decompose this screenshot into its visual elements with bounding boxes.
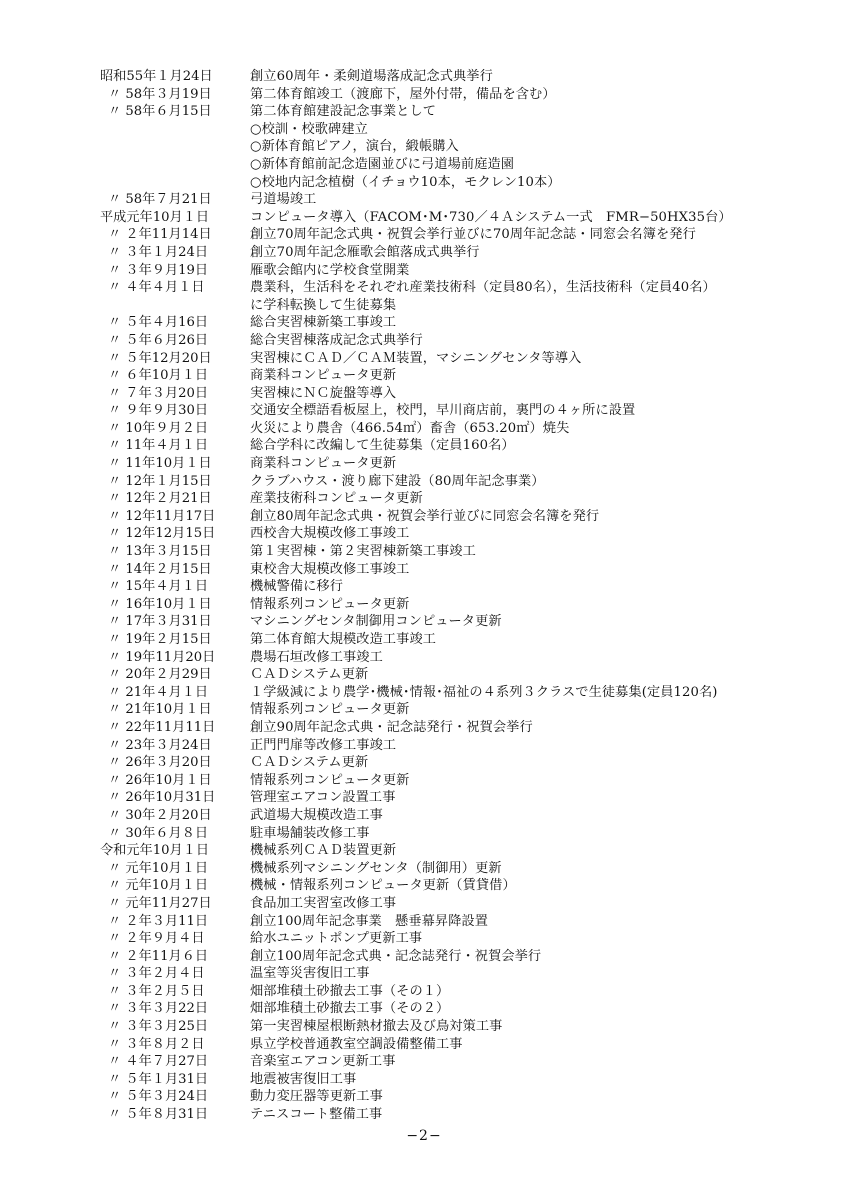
entry-date: 〃 12年11月17日 bbox=[108, 508, 216, 524]
entry-event: 東校舎大規模改修工事竣工 bbox=[250, 561, 410, 577]
entry-date: 〃 19年２月15日 bbox=[108, 632, 212, 647]
entry-date: 〃 20年２月29日 bbox=[108, 667, 212, 683]
timeline-entry bbox=[100, 244, 800, 262]
entry-date: 〃 17年３月31日 bbox=[108, 614, 212, 630]
entry-event: 商業科コンピュータ更新 bbox=[250, 456, 397, 472]
timeline-entry bbox=[100, 420, 800, 438]
timeline-entry bbox=[100, 385, 800, 403]
entry-event: 弓道場竣工 bbox=[250, 192, 317, 208]
entry-date: 〃 ３年３月25日 bbox=[108, 1019, 209, 1035]
entry-date: 〃 58年７月21日 bbox=[108, 192, 212, 208]
entry-event: 食品加工実習室改修工事 bbox=[250, 895, 397, 911]
timeline-entry bbox=[100, 737, 800, 755]
entry-event: 動力変圧器等更新工事 bbox=[250, 1089, 383, 1105]
entry-event: 情報系列コンピュータ更新 bbox=[250, 772, 410, 788]
entry-date: 〃 58年３月19日 bbox=[108, 86, 212, 102]
entry-event: 県立学校普通教室空調設備整備工事 bbox=[250, 1036, 463, 1052]
timeline-entry bbox=[100, 825, 800, 843]
timeline-entry bbox=[100, 1018, 800, 1036]
timeline-entry bbox=[100, 174, 800, 192]
entry-date: 〃 ３年９月19日 bbox=[108, 262, 209, 278]
entry-date: 〃 14年２月15日 bbox=[108, 561, 212, 577]
entry-date: 〃 ５年６月26日 bbox=[108, 332, 209, 348]
entry-date: 〃 ２年３月11日 bbox=[108, 913, 209, 929]
entry-event: 情報系列コンピュータ更新 bbox=[250, 596, 410, 612]
entry-date: 〃 ９年９月30日 bbox=[108, 403, 209, 419]
timeline-entry bbox=[100, 191, 800, 209]
timeline-entry bbox=[100, 1088, 800, 1106]
entry-event: 機械・情報系列コンピュータ更新（賃貸借） bbox=[250, 878, 516, 894]
entry-event: 総合実習棟落成記念式典挙行 bbox=[250, 332, 423, 348]
timeline-entry bbox=[100, 948, 800, 966]
timeline-entry bbox=[100, 631, 800, 649]
entry-date: 〃 26年10月１日 bbox=[108, 772, 212, 788]
entry-date: 〃 13年３月15日 bbox=[108, 544, 212, 560]
timeline-entry bbox=[100, 649, 800, 667]
entry-date: 〃 ３年８月２日 bbox=[108, 1036, 205, 1052]
timeline-entry bbox=[100, 525, 800, 543]
timeline-entry bbox=[100, 402, 800, 420]
entry-event: 機械系列ＣＡＤ装置更新 bbox=[250, 843, 397, 859]
entry-date: 〃 21年４月１日 bbox=[108, 684, 209, 700]
timeline-entry bbox=[100, 473, 800, 491]
timeline-entry bbox=[100, 314, 800, 332]
entry-event: 地震被害復旧工事 bbox=[250, 1071, 357, 1087]
timeline-entry bbox=[100, 1000, 800, 1018]
entry-event: に学科転換して生徒募集 bbox=[250, 297, 397, 313]
entry-date: 〃 ２年９月４日 bbox=[108, 931, 205, 947]
timeline-entry bbox=[100, 543, 800, 561]
timeline-entry bbox=[100, 719, 800, 737]
entry-date: 〃 11年４月１日 bbox=[108, 438, 209, 454]
timeline-entry bbox=[100, 156, 800, 174]
timeline-entry bbox=[100, 754, 800, 772]
entry-event: 第二体育館建設記念事業として bbox=[250, 104, 437, 120]
timeline-entry bbox=[100, 701, 800, 719]
entry-date: 〃 10年９月２日 bbox=[108, 420, 209, 436]
entry-date: 〃 30年２月20日 bbox=[108, 807, 212, 823]
entry-event: ＣＡＤシステム更新 bbox=[250, 755, 369, 771]
timeline-entry bbox=[100, 437, 800, 455]
entry-event: 機械系列マシニングセンタ（制御用）更新 bbox=[250, 860, 502, 876]
timeline-entry bbox=[100, 455, 800, 473]
entry-event: 情報系列コンピュータ更新 bbox=[250, 702, 410, 718]
entry-event: 実習棟にＣＡＤ／ＣＡＭ装置，マシニングセンタ等導入 bbox=[250, 350, 582, 366]
entry-event: 創立100周年記念事業 懸垂幕昇降設置 bbox=[250, 913, 489, 929]
entry-event: 火災により農舎（466.54㎡）畜舎（653.20㎡）焼失 bbox=[250, 420, 570, 436]
timeline-entry bbox=[100, 1053, 800, 1071]
entry-event: テニスコート整備工事 bbox=[250, 1107, 383, 1123]
entry-event: 創立60周年・柔剣道場落成記念式典挙行 bbox=[250, 69, 493, 84]
timeline-entry bbox=[100, 1036, 800, 1054]
timeline-entry bbox=[100, 578, 800, 596]
timeline-entry bbox=[100, 965, 800, 983]
entry-date: 〃 21年10月１日 bbox=[108, 702, 212, 718]
timeline-entry bbox=[100, 262, 800, 280]
entry-date: 〃 58年６月15日 bbox=[108, 104, 212, 120]
entry-event: 武道場大規模改造工事 bbox=[250, 807, 383, 823]
entry-event: 創立90周年記念式典・記念誌発行・祝賀会挙行 bbox=[250, 719, 533, 735]
entry-date: 〃 ５年８月31日 bbox=[108, 1107, 209, 1123]
timeline-entry bbox=[100, 983, 800, 1001]
entry-date: 〃 ５年４月16日 bbox=[108, 315, 209, 331]
entry-date: 〃 ２年11月６日 bbox=[108, 948, 209, 964]
timeline-entry bbox=[100, 297, 800, 315]
entry-date: 〃 ３年２月５日 bbox=[108, 983, 205, 999]
entry-event: 畑部堆積土砂撤去工事（その１） bbox=[250, 983, 450, 999]
timeline-entry bbox=[100, 561, 800, 579]
entry-date: 〃 ３年２月４日 bbox=[108, 966, 205, 982]
entry-event: 機械警備に移行 bbox=[250, 579, 344, 595]
entry-event: 管理室エアコン設置工事 bbox=[250, 790, 396, 806]
entry-event: 第二体育館竣工（渡廊下，屋外付帯，備品を含む） bbox=[250, 86, 556, 102]
entry-event: 総合実習棟新築工事竣工 bbox=[250, 315, 397, 331]
timeline-entry bbox=[100, 138, 800, 156]
timeline-entry bbox=[100, 772, 800, 790]
entry-date: 〃 15年４月１日 bbox=[108, 579, 209, 595]
timeline-entry bbox=[100, 789, 800, 807]
entry-event: 音楽室エアコン更新工事 bbox=[250, 1054, 396, 1070]
entry-event: ○新体育館ピアノ，演台，緞帳購入 bbox=[250, 139, 459, 155]
entry-event: 雁歌会館内に学校食堂開業 bbox=[250, 262, 410, 278]
entry-event: クラブハウス・渡り廊下建設（80周年記念事業） bbox=[250, 473, 545, 489]
entry-event: 温室等災害復旧工事 bbox=[250, 966, 370, 982]
timeline-entry bbox=[100, 332, 800, 350]
entry-event: 創立80周年記念式典・祝賀会挙行並びに同窓会名簿を発行 bbox=[250, 508, 600, 524]
timeline-entry bbox=[100, 913, 800, 931]
entry-event: 総合学科に改編して生徒募集（定員160名） bbox=[250, 438, 515, 454]
entry-date: 〃 26年３月20日 bbox=[108, 755, 212, 771]
entry-event: ○新体育館前記念造園並びに弓道場前庭造園 bbox=[250, 156, 515, 172]
entry-event: 創立100周年記念式典・記念誌発行・祝賀会挙行 bbox=[250, 948, 542, 964]
timeline-entry bbox=[100, 490, 800, 508]
entry-date: 昭和55年１月24日 bbox=[100, 69, 213, 84]
entry-date: 〃 元年11月27日 bbox=[108, 895, 212, 911]
entry-date: 〃 12年２月21日 bbox=[108, 491, 212, 507]
entry-event: マシニングセンタ制御用コンピュータ更新 bbox=[250, 614, 502, 630]
entry-event: 農業科，生活科をそれぞれ産業技術科（定員80名），生活技術科（定員40名） bbox=[250, 280, 716, 296]
timeline-entry bbox=[100, 209, 800, 227]
timeline-entry bbox=[100, 121, 800, 139]
entry-event: 交通安全標語看板屋上，校門，早川商店前，裏門の４ヶ所に設置 bbox=[250, 403, 636, 419]
timeline-entry bbox=[100, 226, 800, 244]
entry-date: 〃 元年10月１日 bbox=[108, 860, 209, 876]
timeline-entry bbox=[100, 842, 800, 860]
timeline-entry bbox=[100, 86, 800, 104]
timeline-entry bbox=[100, 508, 800, 526]
entry-date: 〃 ４年７月27日 bbox=[108, 1054, 209, 1070]
entry-event: 創立70周年記念雁歌会館落成式典挙行 bbox=[250, 244, 480, 260]
entry-date: 〃 ５年３月24日 bbox=[108, 1089, 209, 1105]
entry-date: 〃 ５年１月31日 bbox=[108, 1071, 209, 1087]
entry-date: 〃 ５年12月20日 bbox=[108, 350, 212, 366]
entry-date: 〃 16年10月１日 bbox=[108, 596, 212, 612]
timeline-entry bbox=[100, 877, 800, 895]
history-timeline bbox=[100, 68, 800, 1124]
entry-event: 畑部堆積土砂撤去工事（その２） bbox=[250, 1001, 450, 1017]
entry-event: コンピュータ導入（FACOM･M･730／４Ａシステム一式 FMR−50HX35台） bbox=[250, 209, 732, 225]
timeline-entry bbox=[100, 860, 800, 878]
entry-event: 産業技術科コンピュータ更新 bbox=[250, 491, 423, 507]
entry-date: 〃 ７年３月20日 bbox=[108, 385, 209, 401]
entry-date: 〃 ２年11月14日 bbox=[108, 227, 212, 243]
entry-date: 〃 ３年１月24日 bbox=[108, 244, 209, 260]
entry-date: 〃 11年10月１日 bbox=[108, 456, 212, 472]
entry-event: 商業科コンピュータ更新 bbox=[250, 368, 397, 384]
page-number: −2− bbox=[406, 1128, 442, 1144]
entry-date: 〃 元年10月１日 bbox=[108, 878, 209, 894]
entry-event: 実習棟にＮＣ旋盤等導入 bbox=[250, 385, 397, 401]
timeline-entry bbox=[100, 350, 800, 368]
entry-event: 給水ユニットポンプ更新工事 bbox=[250, 931, 423, 947]
entry-event: 第一実習棟屋根断熱材撤去及び鳥対策工事 bbox=[250, 1019, 503, 1035]
timeline-entry bbox=[100, 895, 800, 913]
entry-date: 〃 19年11月20日 bbox=[108, 649, 216, 665]
timeline-entry bbox=[100, 930, 800, 948]
timeline-entry bbox=[100, 1071, 800, 1089]
timeline-entry bbox=[100, 367, 800, 385]
entry-event: 農場石垣改修工事竣工 bbox=[250, 649, 383, 665]
entry-date: 〃 ３年３月22日 bbox=[108, 1001, 209, 1017]
entry-event: 第１実習棟・第２実習棟新築工事竣工 bbox=[250, 544, 476, 560]
entry-date: 〃 12年12月15日 bbox=[108, 526, 216, 542]
timeline-entry bbox=[100, 666, 800, 684]
entry-event: ○校地内記念植樹（イチョウ10本，モクレン10本） bbox=[250, 174, 561, 190]
entry-date: 平成元年10月１日 bbox=[100, 209, 210, 225]
entry-event: 駐車場舗装改修工事 bbox=[250, 825, 370, 841]
timeline-entry bbox=[100, 279, 800, 297]
entry-event: ○校訓・校歌碑建立 bbox=[250, 121, 368, 137]
entry-date: 〃 22年11月11日 bbox=[108, 719, 216, 735]
timeline-entry bbox=[100, 1106, 800, 1124]
entry-date: 〃 30年６月８日 bbox=[108, 825, 209, 841]
timeline-entry bbox=[100, 613, 800, 631]
timeline-entry bbox=[100, 103, 800, 121]
timeline-entry bbox=[100, 807, 800, 825]
entry-event: ＣＡＤシステム更新 bbox=[250, 667, 369, 683]
entry-date: 令和元年10月１日 bbox=[100, 843, 210, 859]
timeline-entry bbox=[100, 596, 800, 614]
entry-date: 〃 ６年10月１日 bbox=[108, 368, 209, 384]
entry-date: 〃 ４年４月１日 bbox=[108, 280, 205, 296]
entry-date: 〃 12年１月15日 bbox=[108, 473, 212, 489]
entry-date: 〃 26年10月31日 bbox=[108, 790, 216, 806]
timeline-entry bbox=[100, 68, 800, 86]
entry-event: 第二体育館大規模改造工事竣工 bbox=[250, 632, 437, 647]
entry-date: 〃 23年３月24日 bbox=[108, 737, 212, 753]
entry-event: 正門門扉等改修工事竣工 bbox=[250, 737, 397, 753]
entry-event: 西校舎大規模改修工事竣工 bbox=[250, 526, 410, 542]
timeline-entry bbox=[100, 684, 800, 702]
entry-event: １学級減により農学･機械･情報･福祉の４系列３クラスで生徒募集(定員120名) bbox=[250, 684, 718, 700]
entry-event: 創立70周年記念式典・祝賀会挙行並びに70周年記念誌・同窓会名簿を発行 bbox=[250, 227, 696, 243]
